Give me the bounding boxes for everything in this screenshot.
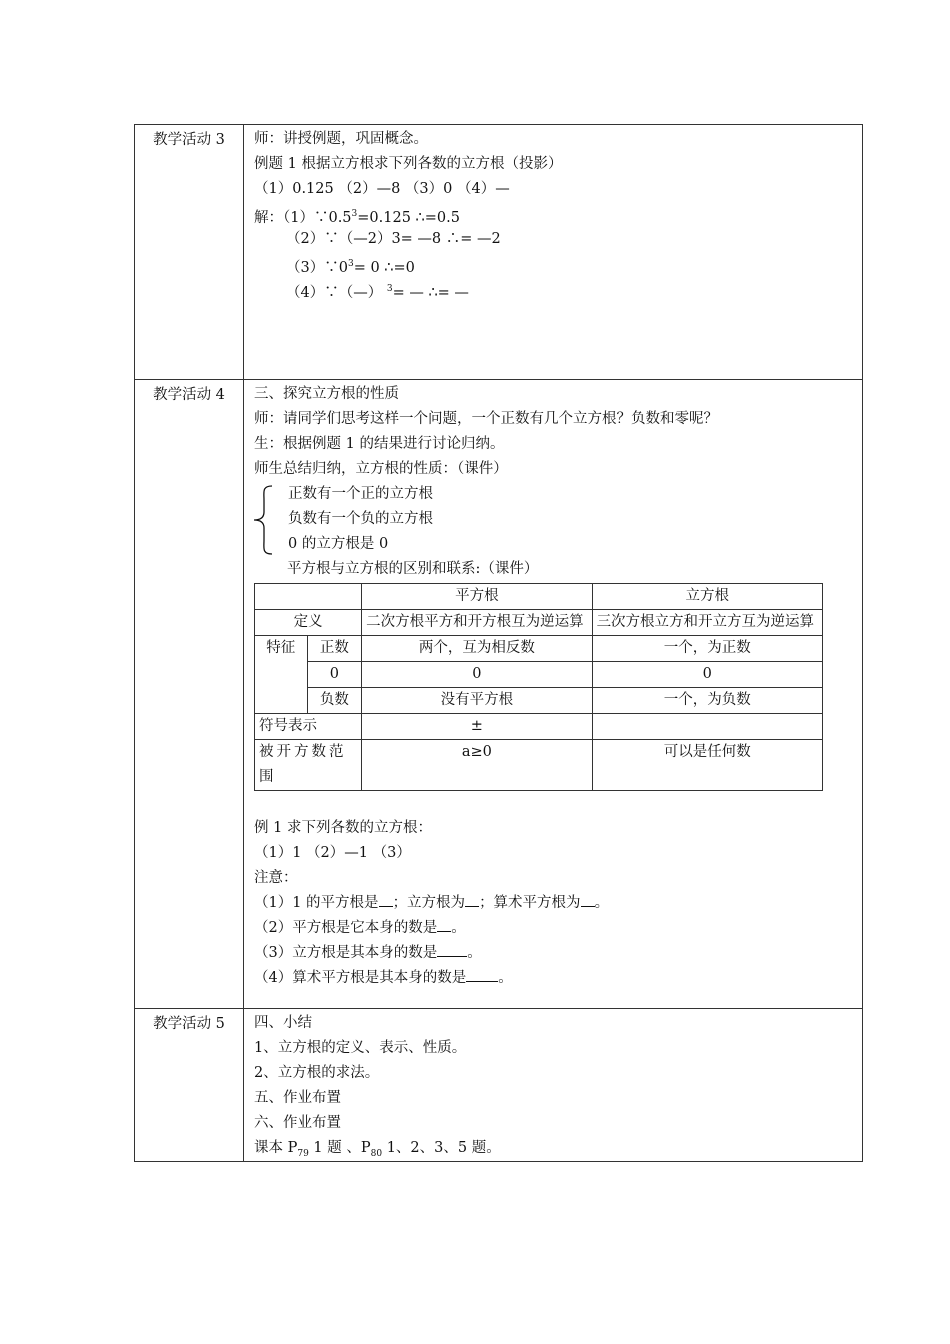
activity-5-row — [135, 1009, 863, 1162]
positive-cube: 一个，为正数 — [592, 636, 822, 662]
header-square-root: 平方根 — [362, 584, 592, 610]
solution-line-3: $(3)\because 0^3= 0$ ∴=0 — [286, 259, 415, 276]
definition-cube: 三次方根立方和开立方互为逆运算 — [592, 610, 822, 636]
zero-square: 0 — [362, 662, 592, 688]
range-square: a≥0 — [362, 740, 592, 791]
text-line: 师：讲授例题，巩固概念。 — [254, 131, 428, 147]
note-4: （4）算术平方根是其本身的数是 。 — [254, 966, 862, 991]
definition-square: 二次方根平方和开方根互为逆运算 — [362, 610, 592, 636]
activity-4-label: 教学活动 4 — [135, 380, 244, 1009]
range-cube: 可以是任何数 — [592, 740, 822, 791]
negative-cube: 一个，为负数 — [592, 688, 822, 714]
row-label-range: 被开方数范围 — [255, 740, 362, 791]
property-item: 0 的立方根是 0 — [288, 536, 389, 552]
property-item: 正数有一个正的立方根 — [288, 486, 433, 502]
activity-4-row — [135, 380, 863, 1009]
note-1: （1）1 的平方根是 ；立方根为 ；算术平方根为 。 — [254, 891, 862, 916]
text-line: 生：根据例题 1 的结果进行讨论归纳。 — [254, 436, 505, 452]
table-row-range — [255, 740, 823, 791]
note-3: （3）立方根是其本身的数是 。 — [254, 941, 862, 966]
sub-label-positive: 正数 — [307, 636, 362, 662]
empty-header-cell — [255, 584, 362, 610]
example-items: （1）1 （2）—1 （3） — [254, 845, 411, 861]
zero-cube: 0 — [592, 662, 822, 688]
text-line: 师：请同学们思考这样一个问题，一个正数有几个立方根？负数和零呢？ — [254, 411, 718, 427]
text-line: 1、立方根的定义、表示、性质。 — [254, 1040, 467, 1056]
property-item: 负数有一个负的立方根 — [288, 511, 433, 527]
homework-line: 课本 $P_{79}$ 1 题 、$P_{80}$ 1、2、3、5 题。 — [254, 1140, 501, 1159]
solution-line-1: 解：$(1)\because 0.5^3=0.125$ ∴=0.5 — [254, 209, 460, 226]
properties-group — [254, 482, 862, 557]
table-row-definition — [255, 610, 823, 636]
table-row-negative — [255, 688, 823, 714]
compare-title: 平方根与立方根的区别和联系:（课件） — [287, 561, 539, 577]
curly-brace-icon — [250, 484, 276, 556]
table-header-row — [255, 584, 823, 610]
note-title: 注意： — [254, 870, 298, 886]
activity-4-content — [244, 380, 863, 1009]
solution-line-2: （2）∵（—2）3= —8 ∴= —2 — [286, 231, 501, 247]
example-title: 例 1 求下列各数的立方根： — [254, 820, 432, 836]
text-line: 师生总结归纳，立方根的性质：（课件） — [254, 461, 508, 477]
activity-3-row — [135, 125, 863, 380]
header-cube-root: 立方根 — [592, 584, 822, 610]
negative-square: 没有平方根 — [362, 688, 592, 714]
row-label-feature: 特征 — [255, 636, 308, 714]
text-line: 五、作业布置 — [254, 1090, 341, 1106]
text-line: 例题 1 根据立方根求下列各数的立方根（投影） — [254, 156, 563, 172]
table-row-symbol — [255, 714, 823, 740]
row-label-definition: 定义 — [255, 610, 362, 636]
solution-line-4: （4）∵（—） $^3$= — ∴= — — [286, 284, 469, 301]
row-label-symbol: 符号表示 — [255, 714, 362, 740]
table-row-zero — [255, 662, 823, 688]
section-heading: 四、小结 — [254, 1015, 312, 1031]
symbol-cube — [592, 714, 822, 740]
text-line: （1）0.125 （2）—8 （3）0 （4）— — [254, 181, 510, 197]
symbol-square: ± — [362, 714, 592, 740]
sub-label-zero: 0 — [307, 662, 362, 688]
text-line: 2、立方根的求法。 — [254, 1065, 380, 1081]
activity-5-label: 教学活动 5 — [135, 1009, 244, 1162]
activity-3-content — [244, 125, 863, 380]
section-heading: 三、探究立方根的性质 — [254, 386, 399, 402]
table-row-positive — [255, 636, 823, 662]
activity-5-content — [244, 1009, 863, 1162]
sub-label-negative: 负数 — [307, 688, 362, 714]
comparison-table — [254, 583, 823, 791]
positive-square: 两个，互为相反数 — [362, 636, 592, 662]
text-line: 六、作业布置 — [254, 1115, 341, 1131]
lesson-table — [134, 124, 863, 1162]
note-2: （2）平方根是它本身的数是 。 — [254, 916, 862, 941]
activity-3-label: 教学活动 3 — [135, 125, 244, 380]
